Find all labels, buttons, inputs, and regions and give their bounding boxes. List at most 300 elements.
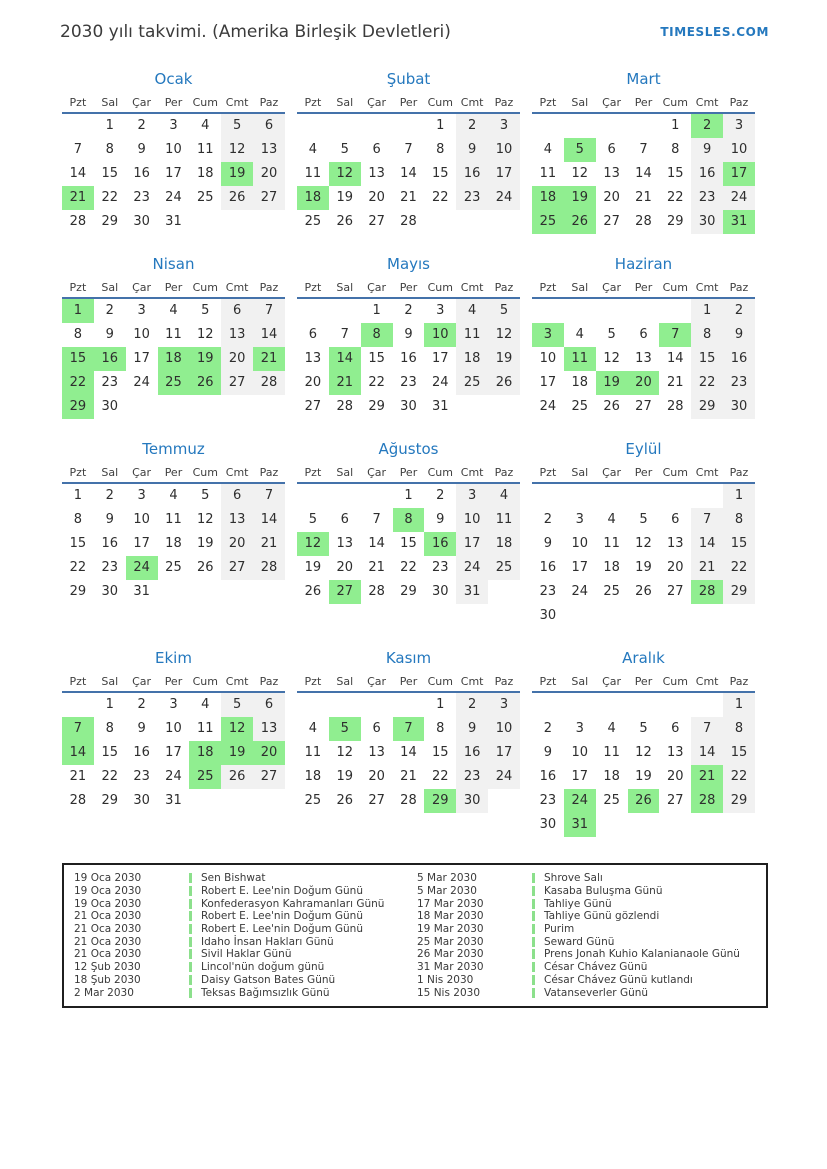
month-title-link[interactable]: Ocak (154, 70, 193, 88)
day-cell: 1 (436, 118, 445, 133)
day-cell: 28 (69, 793, 87, 808)
empty-cell (628, 484, 660, 508)
day-cell: 18 (189, 741, 221, 765)
weekday-label: Cum (427, 96, 453, 109)
month-title-link[interactable]: Temmuz (142, 440, 205, 458)
weekday-header-row (297, 675, 520, 693)
empty-cell (691, 484, 723, 508)
week-row (62, 789, 285, 813)
week-row (297, 532, 520, 556)
day-cell: 14 (62, 741, 94, 765)
holiday-date: 12 Şub 2030 (74, 961, 141, 974)
empty-cell (723, 813, 755, 837)
weekday-label: Paz (729, 96, 749, 109)
week-row (532, 162, 755, 186)
day-cell: 6 (221, 484, 253, 508)
month-title-link[interactable]: Şubat (386, 70, 431, 88)
day-cell: 13 (253, 717, 285, 741)
day-cell: 26 (221, 765, 253, 789)
day-cell: 23 (133, 769, 150, 784)
holiday-marker-bar (189, 924, 192, 934)
day-cell: 1 (105, 118, 114, 133)
empty-cell (659, 299, 691, 323)
day-cell: 3 (436, 303, 445, 318)
day-cell: 27 (221, 556, 253, 580)
day-cell: 16 (424, 532, 456, 556)
day-cell: 23 (400, 375, 417, 390)
day-cell: 14 (368, 536, 385, 551)
holiday-name: Robert E. Lee'nin Doğum Günü (201, 923, 363, 936)
holiday-date: 18 Şub 2030 (74, 973, 141, 986)
weekday-label: Çar (602, 466, 622, 479)
day-cell: 21 (635, 190, 652, 205)
day-cell: 7 (253, 484, 285, 508)
day-cell: 4 (456, 299, 488, 323)
day-cell: 3 (488, 693, 520, 717)
empty-cell (221, 789, 253, 813)
day-cell: 4 (308, 721, 318, 736)
empty-cell (158, 580, 190, 604)
day-cell: 7 (62, 717, 94, 741)
day-cell: 28 (69, 214, 87, 229)
day-cell: 3 (532, 323, 564, 347)
holiday-date: 19 Oca 2030 (74, 885, 142, 898)
weekday-label: Cum (427, 466, 453, 479)
month-4 (62, 254, 285, 419)
holiday-name: Lincol'nün doğum günü (201, 961, 325, 974)
week-row (62, 395, 285, 419)
day-cell: 21 (691, 765, 723, 789)
day-cell: 5 (639, 721, 648, 736)
holiday-date: 2 Mar 2030 (74, 986, 134, 999)
day-cell: 15 (432, 166, 449, 181)
weekday-label: Cum (427, 675, 453, 688)
day-cell: 8 (73, 512, 83, 527)
day-cell: 9 (436, 512, 445, 527)
day-cell: 5 (221, 114, 253, 138)
day-cell: 9 (543, 745, 553, 760)
day-cell: 28 (368, 584, 385, 599)
day-cell: 5 (201, 488, 210, 503)
day-cell: 2 (105, 488, 114, 503)
weekday-label: Pzt (69, 466, 87, 479)
weekday-label: Paz (494, 466, 514, 479)
weekday-label: Çar (367, 96, 387, 109)
day-cell: 5 (340, 142, 349, 157)
holiday-date: 19 Oca 2030 (74, 897, 142, 910)
week-row (532, 789, 755, 813)
day-cell: 6 (221, 299, 253, 323)
day-cell: 27 (253, 186, 285, 210)
day-cell: 3 (488, 114, 520, 138)
site-logo-link[interactable]: TIMESLES.COM (660, 25, 769, 39)
holiday-marker-bar (532, 962, 535, 972)
day-cell: 29 (723, 789, 755, 813)
day-cell: 19 (336, 769, 354, 784)
week-row (297, 299, 520, 323)
holiday-marker-bar (532, 924, 535, 934)
day-cell: 4 (169, 303, 178, 318)
holiday-marker-bar (189, 962, 192, 972)
day-cell: 12 (635, 745, 652, 760)
day-cell: 21 (400, 190, 417, 205)
week-row (297, 508, 520, 532)
holiday-name: Kasaba Buluşma Günü (544, 885, 663, 898)
day-cell: 21 (368, 560, 385, 575)
day-cell: 1 (723, 484, 755, 508)
month-title-link[interactable]: Nisan (152, 255, 195, 273)
day-cell: 4 (308, 142, 318, 157)
day-cell: 27 (221, 371, 253, 395)
month-title-link[interactable]: Kasım (385, 649, 432, 667)
weekday-label: Cmt (225, 281, 249, 294)
weekday-label: Cmt (695, 96, 719, 109)
day-cell: 25 (189, 765, 221, 789)
day-cell: 11 (165, 327, 182, 342)
week-row (532, 556, 755, 580)
empty-cell (158, 395, 190, 419)
day-cell: 9 (723, 323, 755, 347)
month-title-link[interactable]: Ekim (155, 649, 192, 667)
day-cell: 4 (607, 512, 616, 527)
holiday-name: Seward Günü (544, 935, 615, 948)
day-cell: 13 (253, 138, 285, 162)
day-cell: 31 (456, 580, 488, 604)
holiday-marker-bar (189, 873, 192, 883)
day-cell: 11 (564, 347, 596, 371)
day-cell: 22 (101, 190, 119, 205)
day-cell: 1 (691, 299, 723, 323)
day-cell: 22 (432, 769, 449, 784)
day-cell: 24 (539, 399, 557, 414)
day-cell: 10 (165, 721, 182, 736)
empty-cell (253, 210, 285, 234)
day-cell: 15 (69, 536, 87, 551)
month-title-link[interactable]: Haziran (614, 255, 673, 273)
weekday-label: Paz (259, 281, 279, 294)
empty-cell (361, 693, 393, 717)
week-row (297, 323, 520, 347)
empty-cell (596, 484, 628, 508)
week-row (62, 556, 285, 580)
day-cell: 28 (691, 580, 723, 604)
day-cell: 26 (635, 584, 652, 599)
holiday-row (417, 974, 760, 987)
day-cell: 6 (253, 693, 285, 717)
day-cell: 30 (133, 214, 150, 229)
day-cell: 9 (456, 717, 488, 741)
day-cell: 5 (329, 717, 361, 741)
weekday-label: Pzt (69, 96, 87, 109)
day-cell: 25 (197, 190, 214, 205)
weekday-label: Cum (662, 675, 688, 688)
month-1 (62, 69, 285, 234)
weekday-header-row (532, 675, 755, 693)
day-cell: 16 (456, 741, 488, 765)
day-cell: 10 (539, 351, 557, 366)
day-cell: 1 (404, 488, 413, 503)
week-row (532, 210, 755, 234)
day-cell: 26 (189, 371, 221, 395)
weekday-label: Sal (101, 675, 119, 688)
day-cell: 2 (456, 693, 488, 717)
holidays-box (62, 863, 768, 1008)
day-cell: 14 (329, 347, 361, 371)
week-row (532, 138, 755, 162)
empty-cell (532, 693, 564, 717)
weekday-label: Çar (602, 675, 622, 688)
empty-cell (253, 395, 285, 419)
day-cell: 24 (723, 186, 755, 210)
day-cell: 5 (201, 303, 210, 318)
week-row (62, 162, 285, 186)
holiday-marker-bar (189, 949, 192, 959)
day-cell: 2 (137, 118, 146, 133)
day-cell: 21 (69, 769, 87, 784)
day-cell: 27 (667, 584, 684, 599)
week-row (62, 138, 285, 162)
weekday-label: Sal (336, 96, 354, 109)
day-cell: 28 (253, 556, 285, 580)
day-cell: 19 (221, 741, 253, 765)
day-cell: 24 (432, 375, 449, 390)
day-cell: 20 (667, 769, 684, 784)
day-cell: 2 (723, 299, 755, 323)
holiday-row (74, 974, 417, 987)
empty-cell (62, 114, 94, 138)
day-cell: 29 (101, 214, 119, 229)
day-cell: 6 (639, 327, 648, 342)
week-row (532, 717, 755, 741)
day-cell: 2 (404, 303, 413, 318)
month-title-link[interactable]: Eylül (625, 440, 662, 458)
holiday-row (417, 935, 760, 948)
week-row (62, 532, 285, 556)
weekday-header-row (62, 281, 285, 299)
day-cell: 8 (671, 142, 680, 157)
day-cell: 16 (539, 769, 557, 784)
day-cell: 4 (201, 118, 210, 133)
day-cell: 6 (308, 327, 318, 342)
day-cell: 2 (436, 488, 445, 503)
day-cell: 21 (253, 347, 285, 371)
day-cell: 24 (126, 556, 158, 580)
week-row (62, 741, 285, 765)
day-cell: 26 (603, 399, 620, 414)
empty-cell (723, 604, 755, 628)
weekday-label: Sal (571, 466, 589, 479)
day-cell: 30 (133, 793, 150, 808)
holiday-row (74, 885, 417, 898)
day-cell: 28 (400, 793, 417, 808)
day-cell: 23 (456, 765, 488, 789)
weekday-label: Paz (729, 675, 749, 688)
day-cell: 2 (543, 721, 553, 736)
day-cell: 31 (165, 214, 182, 229)
day-cell: 18 (165, 536, 182, 551)
day-cell: 19 (564, 186, 596, 210)
holiday-date: 25 Mar 2030 (417, 935, 484, 948)
empty-cell (628, 299, 660, 323)
day-cell: 17 (539, 375, 557, 390)
day-cell: 24 (488, 765, 520, 789)
empty-cell (361, 484, 393, 508)
day-cell: 20 (221, 347, 253, 371)
holiday-marker-bar (189, 937, 192, 947)
day-cell: 17 (165, 745, 182, 760)
weekday-label: Çar (602, 281, 622, 294)
weekday-label: Cum (192, 96, 218, 109)
day-cell: 5 (564, 138, 596, 162)
day-cell: 19 (304, 560, 322, 575)
holiday-marker-bar (532, 949, 535, 959)
week-row (532, 323, 755, 347)
day-cell: 1 (372, 303, 381, 318)
day-cell: 21 (667, 375, 684, 390)
day-cell: 14 (253, 508, 285, 532)
day-cell: 18 (297, 186, 329, 210)
day-cell: 6 (607, 142, 616, 157)
month-title-link[interactable]: Mart (626, 70, 661, 88)
weekday-label: Cum (192, 466, 218, 479)
day-cell: 11 (603, 745, 620, 760)
holiday-marker-bar (532, 937, 535, 947)
holiday-row (417, 897, 760, 910)
weekday-label: Pzt (304, 96, 322, 109)
day-cell: 17 (571, 560, 589, 575)
weekday-label: Çar (602, 96, 622, 109)
day-cell: 9 (404, 327, 413, 342)
day-cell: 8 (361, 323, 393, 347)
day-cell: 8 (723, 717, 755, 741)
weekday-label: Pzt (304, 675, 322, 688)
day-cell: 31 (165, 793, 182, 808)
week-row (532, 813, 755, 837)
week-row (62, 508, 285, 532)
month-title-link[interactable]: Aralık (622, 649, 665, 667)
day-cell: 22 (368, 375, 385, 390)
empty-cell (659, 693, 691, 717)
weekday-header-row (297, 96, 520, 114)
holiday-date: 21 Oca 2030 (74, 948, 142, 961)
weekday-label: Sal (101, 466, 119, 479)
month-title-link[interactable]: Ağustos (378, 440, 439, 458)
day-cell: 15 (723, 741, 755, 765)
holiday-date: 26 Mar 2030 (417, 948, 484, 961)
day-cell: 26 (488, 371, 520, 395)
day-cell: 12 (571, 166, 589, 181)
day-cell: 15 (667, 166, 684, 181)
empty-cell (189, 210, 221, 234)
weekday-label: Per (164, 96, 183, 109)
day-cell: 1 (105, 697, 114, 712)
day-cell: 7 (253, 299, 285, 323)
day-cell: 22 (667, 190, 684, 205)
day-cell: 1 (671, 118, 680, 133)
day-cell: 10 (456, 508, 488, 532)
day-cell: 19 (189, 347, 221, 371)
day-cell: 23 (539, 793, 557, 808)
day-cell: 13 (221, 323, 253, 347)
week-row (297, 371, 520, 395)
week-row (297, 395, 520, 419)
day-cell: 7 (691, 508, 723, 532)
week-row (532, 299, 755, 323)
holiday-date: 5 Mar 2030 (417, 885, 477, 898)
day-cell: 23 (456, 186, 488, 210)
month-title-link[interactable]: Mayıs (387, 255, 430, 273)
day-cell: 29 (368, 399, 385, 414)
day-cell: 16 (133, 166, 150, 181)
weekday-header-row (297, 466, 520, 484)
holiday-date: 15 Nis 2030 (417, 986, 480, 999)
holiday-marker-bar (532, 886, 535, 896)
day-cell: 10 (133, 512, 150, 527)
day-cell: 14 (253, 323, 285, 347)
day-cell: 26 (197, 560, 214, 575)
day-cell: 11 (603, 536, 620, 551)
empty-cell (691, 813, 723, 837)
weekday-header-row (532, 96, 755, 114)
empty-cell (564, 693, 596, 717)
empty-cell (532, 299, 564, 323)
holiday-row (417, 923, 760, 936)
weekday-label: Sal (571, 281, 589, 294)
day-cell: 29 (667, 214, 684, 229)
week-row (62, 717, 285, 741)
holiday-marker-bar (189, 911, 192, 921)
empty-cell (532, 484, 564, 508)
day-cell: 28 (635, 214, 652, 229)
day-cell: 18 (603, 769, 620, 784)
empty-cell (62, 693, 94, 717)
weekday-label: Cmt (460, 96, 484, 109)
weekday-label: Sal (101, 281, 119, 294)
day-cell: 14 (400, 166, 417, 181)
day-cell: 26 (221, 186, 253, 210)
day-cell: 10 (488, 138, 520, 162)
weekday-label: Paz (494, 675, 514, 688)
day-cell: 22 (723, 556, 755, 580)
holiday-row (417, 885, 760, 898)
day-cell: 24 (165, 769, 182, 784)
month-7 (62, 439, 285, 604)
weekday-label: Cum (662, 466, 688, 479)
day-cell: 24 (165, 190, 182, 205)
day-cell: 25 (488, 556, 520, 580)
day-cell: 18 (488, 532, 520, 556)
day-cell: 27 (304, 399, 322, 414)
day-cell: 14 (400, 745, 417, 760)
week-row (297, 693, 520, 717)
day-cell: 20 (221, 532, 253, 556)
weekday-label: Per (164, 675, 183, 688)
day-cell: 21 (400, 769, 417, 784)
holiday-name: Tahliye Günü gözlendi (544, 910, 660, 923)
holiday-row (417, 910, 760, 923)
empty-cell (329, 484, 361, 508)
holiday-marker-bar (532, 899, 535, 909)
day-cell: 8 (436, 721, 445, 736)
day-cell: 23 (101, 375, 119, 390)
month-2 (297, 69, 520, 234)
week-row (532, 371, 755, 395)
day-cell: 9 (543, 536, 553, 551)
day-cell: 4 (543, 142, 553, 157)
day-cell: 11 (456, 323, 488, 347)
empty-cell (221, 580, 253, 604)
day-cell: 20 (628, 371, 660, 395)
